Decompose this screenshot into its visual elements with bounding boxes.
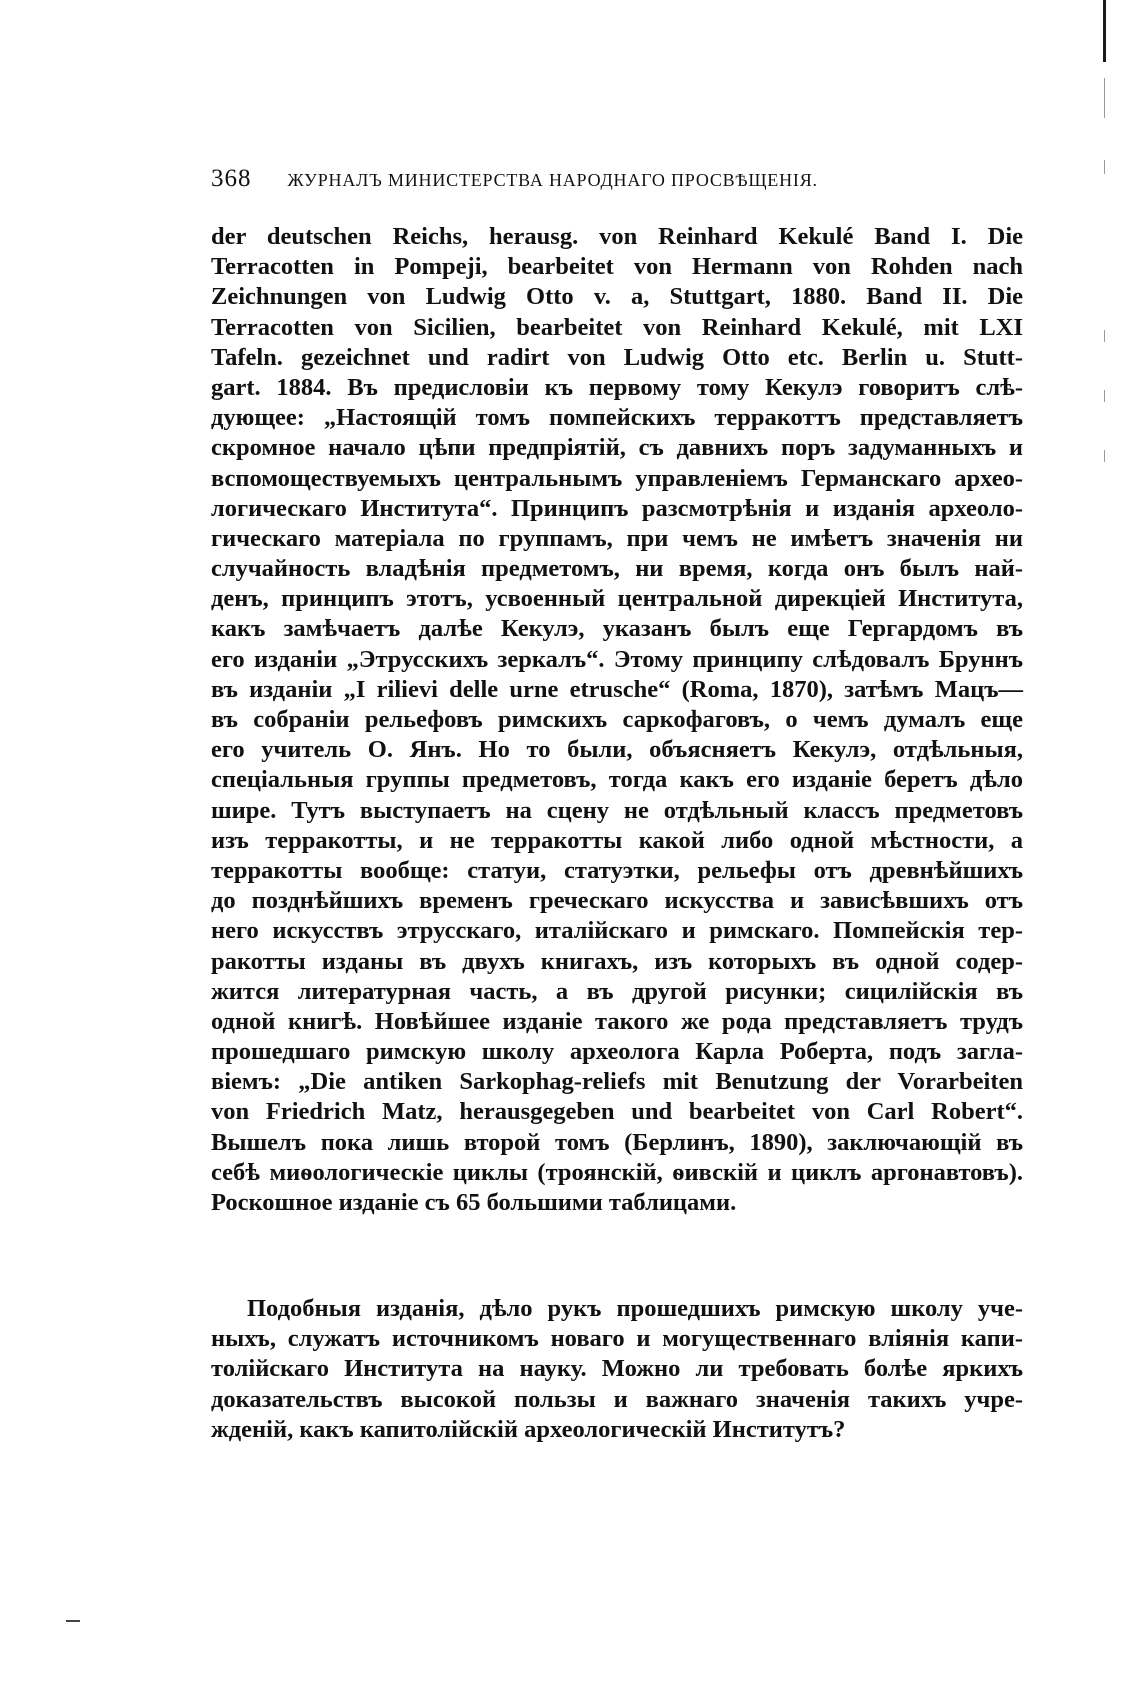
text-line: него искусствъ этрусскаго, италійскаго и римскаго. Помпейскія тер- <box>211 917 1023 945</box>
running-head <box>211 165 1021 195</box>
paragraph-2 <box>211 1294 1023 1445</box>
text-line: доказательствъ высокой пользы и важнаго значенія такихъ учре- <box>211 1385 1023 1413</box>
text-line: логическаго Института“. Принципъ разсмотрѣнія и изданія археоло- <box>211 494 1023 522</box>
text-line: одной книгѣ. Новѣйшее изданіе такого же рода представляетъ трудъ <box>211 1007 1023 1035</box>
text-line: ракотты изданы въ двухъ книгахъ, изъ которыхъ въ одной содер- <box>211 947 1023 975</box>
text-line: терракотты вообще: статуи, статуэтки, рельефы отъ древнѣйшихъ <box>211 856 1023 884</box>
text-line: der deutschen Reichs, herausg. von Reinhard Kekulé Band I. Die <box>211 223 1023 250</box>
text-line: изъ терракотты, и не терракотты какой либо одной мѣстности, а <box>211 826 1023 854</box>
text-line: до позднѣйшихъ временъ греческаго искусства и зависѣвшихъ отъ <box>211 887 1023 915</box>
journal-title: ЖУРНАЛЪ МИНИСТЕРСТВА НАРОДНАГО ПРОСВѢЩЕНІЯ. <box>287 170 818 190</box>
text-line: денъ, принципъ этотъ, усвоенный центральной дирекціей Института, <box>211 585 1023 613</box>
text-line: жится литературная часть, а въ другой рисунки; сицилійскія въ <box>211 977 1023 1005</box>
text-line: въ изданіи „I rilievi delle urne etrusche“ (Roma, 1870), затѣмъ Мацъ— <box>211 675 1023 703</box>
text-line: его изданіи „Этрусскихъ зеркалъ“. Этому принципу слѣдовалъ Бруннъ <box>211 645 1023 673</box>
text-line: толійскаго Института на науку. Можно ли требовать болѣе яркихъ <box>211 1355 1023 1383</box>
text-line: прошедшаго римскую школу археолога Карла Роберта, подъ загла- <box>211 1038 1023 1066</box>
text-line: шире. Тутъ выступаетъ на сцену не отдѣльный классъ предметовъ <box>211 796 1023 824</box>
scan-edge-mark <box>1104 160 1105 174</box>
text-line: себѣ миѳологическіе циклы (троянскій, ѳивскій и циклъ аргонавтовъ). <box>211 1158 1023 1186</box>
text-line: случайность владѣнія предметомъ, ни время, когда онъ былъ най- <box>211 555 1023 583</box>
text-line: ныхъ, служатъ источникомъ новаго и могущественнаго вліянія капи- <box>211 1325 1023 1353</box>
text-line: Terracotten in Pompeji, bearbeitet von Hermann von Rohden nach <box>211 253 1023 281</box>
text-line: von Friedrich Matz, herausgegeben und bearbeitet von Carl Robert“. <box>211 1098 1023 1126</box>
text-line: скромное начало цѣпи предпріятій, съ давнихъ поръ задуманныхъ и <box>211 434 1023 462</box>
text-line: Вышелъ пока лишь второй томъ (Берлинъ, 1890), заключающій въ <box>211 1128 1023 1156</box>
text-line: спеціальныя группы предметовъ, тогда какъ его изданіе беретъ дѣло <box>211 766 1023 794</box>
text-line: Terracotten von Sicilien, bearbeitet von Reinhard Kekulé, mit LXI <box>211 313 1023 341</box>
text-line: жденій, какъ капитолійскій археологическій Институтъ? <box>211 1415 846 1443</box>
text-line: вспомоществуемыхъ центральнымъ управленіемъ Германскаго архео- <box>211 464 1023 492</box>
text-line: въ собраніи рельефовъ римскихъ саркофаговъ, о чемъ думалъ еще <box>211 706 1023 733</box>
page-number: 368 <box>211 165 252 192</box>
scan-edge-mark <box>1103 0 1106 62</box>
scan-edge-mark <box>1104 390 1105 402</box>
scan-edge-mark <box>1104 450 1105 462</box>
paragraph-1 <box>211 222 1023 1218</box>
text-line: какъ замѣчаетъ далѣе Кекулэ, указанъ былъ еще Гергардомъ въ <box>211 615 1023 643</box>
text-line: его учитель О. Янъ. Но то были, объясняетъ Кекулэ, отдѣльныя, <box>211 736 1023 764</box>
text-line: дующее: „Настоящій томъ помпейскихъ терракоттъ представляетъ <box>211 404 1023 432</box>
text-line: Zeichnungen von Ludwig Otto v. a, Stuttgart, 1880. Band II. Die <box>211 283 1023 311</box>
text-line: Tafeln. gezeichnet und radirt von Ludwig Otto etc. Berlin u. Stutt- <box>211 343 1023 371</box>
scan-edge-mark <box>1104 78 1105 118</box>
text-line: gart. 1884. Въ предисловіи къ первому тому Кекулэ говоритъ слѣ- <box>211 373 1023 401</box>
text-line: Роскошное изданіе съ 65 большими таблицами. <box>211 1189 737 1216</box>
text-line: гическаго матеріала по группамъ, при чемъ не имѣетъ значенія ни <box>211 524 1023 552</box>
scan-edge-mark <box>1104 330 1105 342</box>
text-line: Подобныя изданія, дѣло рукъ прошедшихъ римскую школу уче- <box>247 1295 1023 1322</box>
text-line: віемъ: „Die antiken Sarkophag-reliefs mit Benutzung der Vorarbeiten <box>211 1068 1023 1096</box>
scan-speck <box>66 1620 80 1622</box>
